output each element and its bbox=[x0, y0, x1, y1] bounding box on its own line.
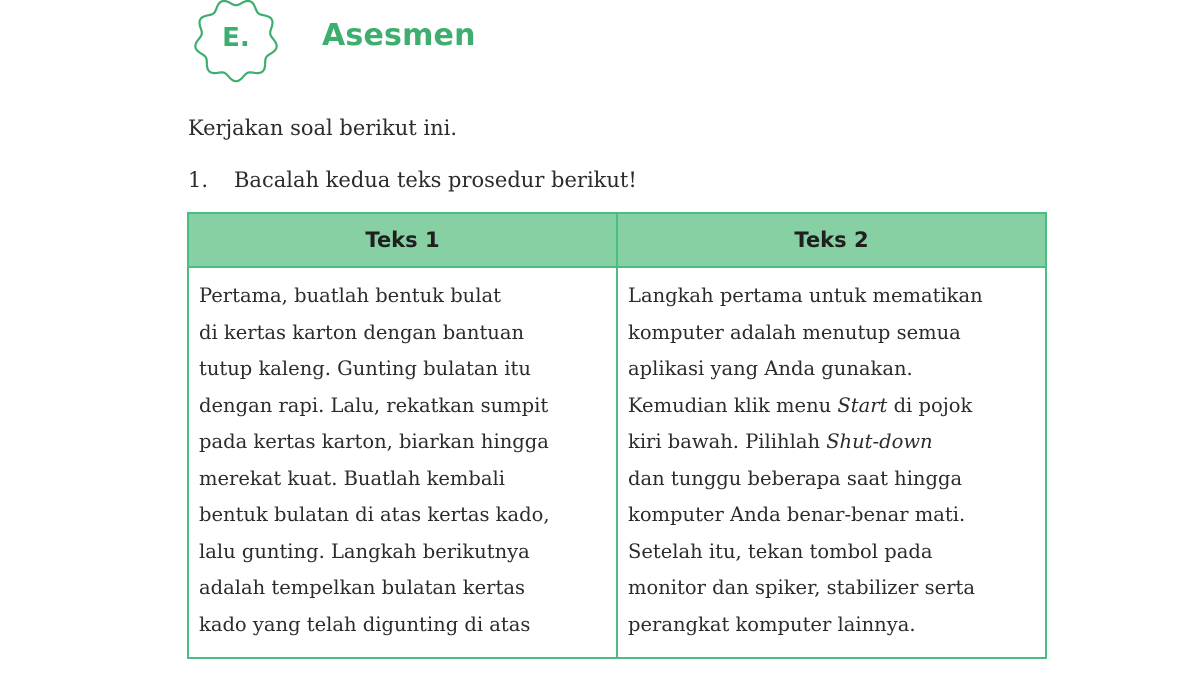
teks-1-line: lalu gunting. Langkah berikutnya bbox=[199, 539, 530, 563]
teks-2-line bbox=[628, 388, 1037, 425]
section-letter: E. bbox=[222, 23, 250, 53]
teks-1-line: tutup kaleng. Gunting bulatan itu bbox=[199, 357, 531, 380]
teks-2-line: dan tunggu beberapa saat hingga bbox=[628, 466, 963, 490]
header-teks-1: Teks 1 bbox=[188, 213, 617, 267]
teks-1-line: merekat kuat. Buatlah kembali bbox=[199, 466, 506, 490]
teks-1-line: di kertas karton dengan bantuan bbox=[199, 320, 525, 344]
question-text: Bacalah kedua teks prosedur berikut! bbox=[234, 168, 637, 192]
table-header-row bbox=[188, 213, 1046, 267]
teks-1-line: pada kertas karton, biarkan hingga bbox=[199, 430, 549, 453]
teks-1-line: Pertama, buatlah bentuk bulat bbox=[199, 284, 501, 307]
section-title: Asesmen bbox=[322, 18, 476, 53]
header-teks-2: Teks 2 bbox=[617, 213, 1046, 267]
teks-2-line: Setelah itu, tekan tombol pada bbox=[628, 539, 933, 563]
teks-2-cell bbox=[617, 267, 1046, 658]
teks-1-line: adalah tempelkan bulatan kertas bbox=[199, 576, 525, 599]
question-item bbox=[188, 168, 637, 192]
teks-2-line: monitor dan spiker, stabilizer serta bbox=[628, 576, 975, 599]
teks-2-line bbox=[628, 424, 1037, 461]
start-menu-term: Start bbox=[837, 393, 888, 417]
teks-2-line: komputer Anda benar-benar mati. bbox=[628, 503, 966, 526]
question-number: 1. bbox=[188, 168, 209, 192]
procedure-table bbox=[187, 212, 1047, 659]
teks-1-line: dengan rapi. Lalu, rekatkan sumpit bbox=[199, 393, 549, 417]
line-text: kiri bawah. Pilihlah bbox=[628, 430, 827, 453]
section-badge bbox=[188, 0, 284, 84]
shutdown-term: Shut-down bbox=[826, 430, 933, 453]
line-text: Kemudian klik menu bbox=[628, 393, 838, 417]
line-text: di pojok bbox=[887, 393, 973, 417]
table-row bbox=[188, 267, 1046, 658]
teks-1-line: bentuk bulatan di atas kertas kado, bbox=[199, 503, 550, 526]
teks-2-line: perangkat komputer lainnya. bbox=[628, 612, 916, 636]
teks-1-line: kado yang telah digunting di atas bbox=[199, 612, 531, 636]
teks-1-cell bbox=[188, 267, 617, 658]
teks-2-line: aplikasi yang Anda gunakan. bbox=[628, 357, 913, 380]
intro-text: Kerjakan soal berikut ini. bbox=[188, 116, 458, 140]
teks-2-line: komputer adalah menutup semua bbox=[628, 320, 961, 344]
teks-2-line: Langkah pertama untuk mematikan bbox=[628, 284, 983, 307]
